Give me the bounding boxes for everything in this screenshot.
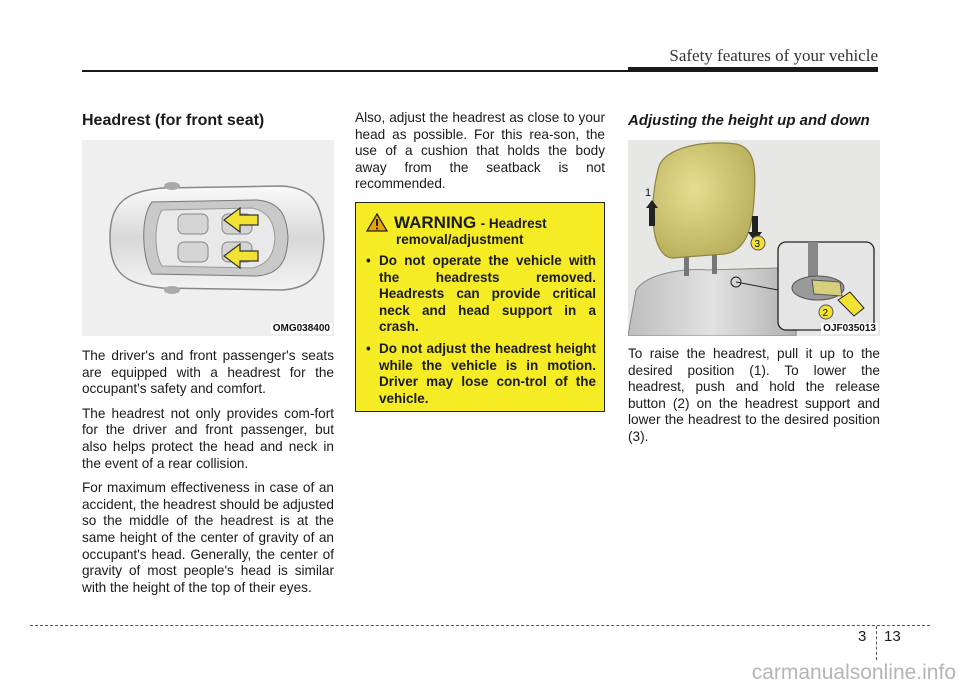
headrest-heading: Headrest (for front seat) xyxy=(82,112,265,129)
warning-item: • Do not operate the vehicle with the headrests removed. Headrests can provide critical neck and head support in a crash. xyxy=(366,253,596,336)
warning-triangle-icon xyxy=(366,213,388,232)
header-rule xyxy=(82,70,634,72)
footer-separator xyxy=(876,626,877,660)
callout-2: 2 xyxy=(822,308,829,319)
image-code: OJF035013 xyxy=(823,323,876,334)
middle-column-text xyxy=(355,110,605,201)
image-code: OMG038400 xyxy=(272,323,330,334)
chapter-number: 3 xyxy=(858,628,867,645)
paragraph: To raise the headrest, pull it up to the desired position (1). To lower the headrest, push and hold the release button (2) on the headrest support and lower the headrest to the desired position (3). xyxy=(628,346,880,444)
left-column-text xyxy=(82,348,334,604)
footer-rule xyxy=(30,625,930,626)
section-header: Safety features of your vehicle xyxy=(669,46,878,65)
paragraph: The driver's and front passenger's seats are equipped with a headrest for the occupant's safety and comfort. xyxy=(82,348,334,397)
warning-label: WARNING xyxy=(394,213,477,232)
headrest-adjust-icon xyxy=(628,140,880,336)
warning-subtitle: - Headrest xyxy=(480,216,547,231)
headrest-illustration xyxy=(628,140,880,336)
warning-item: • Do not adjust the headrest height while the vehicle is in motion. Driver may lose con-trol of the vehicle. xyxy=(366,341,596,407)
paragraph: For maximum effectiveness in case of an accident, the headrest should be adjusted so the middle of the headrest is at the same height of the center of gravity of an occupant's head. Generally, the center of gravity of most people's head is similar with the height of the top of their eyes. xyxy=(82,480,334,595)
warning-list xyxy=(366,253,596,407)
adjust-height-heading: Adjusting the height up and down xyxy=(628,112,870,129)
watermark: carmanualsonline.info xyxy=(751,661,956,684)
callout-3: 3 xyxy=(754,239,761,250)
paragraph: Also, adjust the headrest as close to your head as possible. For this rea-son, the use of a cushion that holds the body away from the seatback is not recommended. xyxy=(355,110,605,192)
right-column-text xyxy=(628,346,880,454)
car-seat-illustration xyxy=(82,140,334,336)
warning-box xyxy=(355,202,605,412)
car-top-view-icon xyxy=(82,140,334,336)
page-number: 13 xyxy=(884,628,901,645)
warning-title xyxy=(366,213,596,233)
callout-1: 1 xyxy=(645,187,652,199)
header-rule-thick xyxy=(628,67,878,72)
warning-subtitle-line2: removal/adjustment xyxy=(396,232,524,247)
paragraph: The headrest not only provides com-fort for the driver and front passenger, but also helps protect the head and neck in the event of a rear collision. xyxy=(82,405,334,471)
